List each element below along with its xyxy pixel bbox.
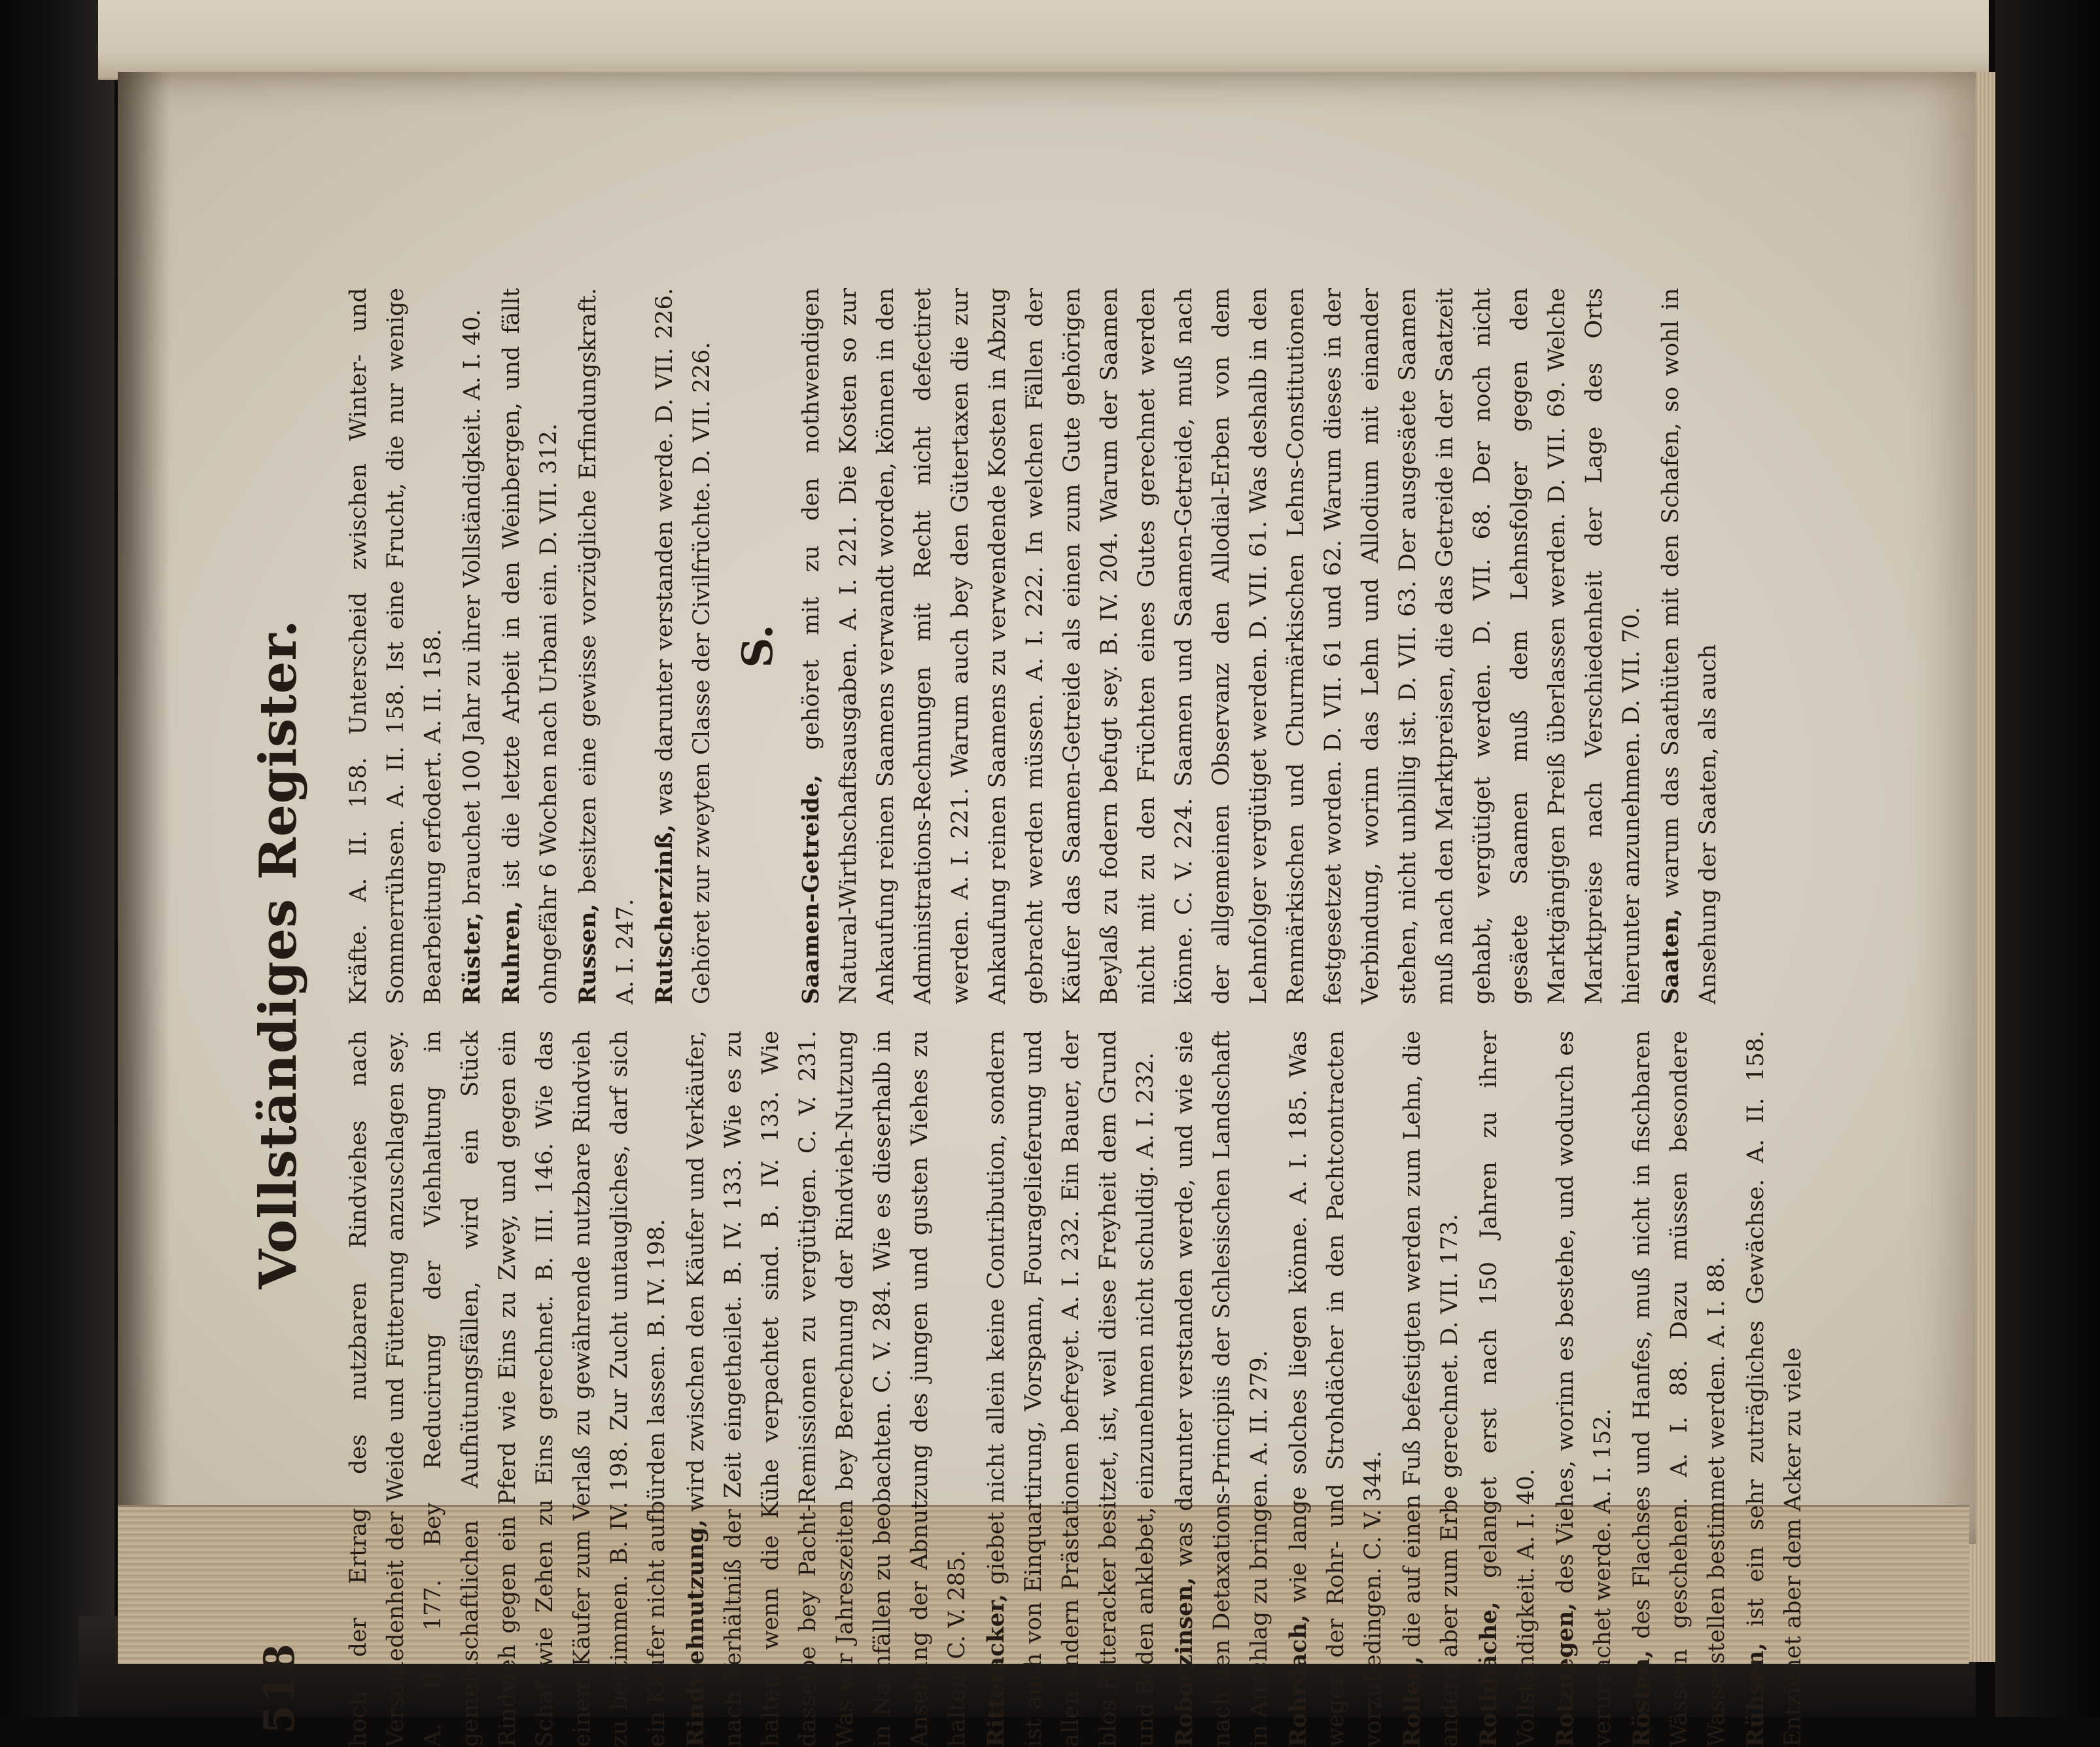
entry-text: was darunter verstanden werde. D. VII. 226. Gehöret zur zweyten Classe der Civilfrüchte. D. VII. 226. [652, 288, 715, 1004]
entry-text: die auf einen Fuß befestigten werden zum Lehn, die andern aber zum Erbe gerechnet. D. VII. 173. [1399, 1031, 1463, 1747]
running-title: Vollständiges Register. [249, 619, 308, 1289]
entry-text: warum das Saathüten mit den Schafen, so wohl in Ansehung der Saaten, als auch [1658, 288, 1721, 1004]
entry-text: was darunter verstanden werde, und wie sie nach den Detaxations-Principiis der Schlesischen Landschaft in Anschlag zu bringen. A. II. 279. [1172, 1031, 1272, 1747]
entry-head: Rösten, [1628, 1650, 1655, 1747]
register-entry [677, 1031, 976, 1747]
register-entry [1166, 1031, 1278, 1747]
entry-head: Ruhren, [498, 900, 525, 1004]
entry-head: Rotznegen, [1552, 1602, 1579, 1747]
register-entry [646, 288, 721, 1004]
entry-text: gelanget erst nach 150 Jahren zu ihrer Vollständigkeit. A. I. 40. [1476, 1031, 1539, 1747]
column-left [340, 1031, 1806, 1747]
register-entry [493, 288, 568, 1004]
entry-text: ist ein sehr zuträgliches Gewächse. A. II. 158. Entziehet aber dem Acker zu viele [1743, 1031, 1806, 1747]
entry-head: Saamen-Getreide, [797, 774, 824, 1004]
entry-head: Ritteracker, [983, 1593, 1009, 1747]
entry-head: Russen, [574, 904, 601, 1004]
register-entry [1623, 1031, 1736, 1747]
book-cover-left [0, 0, 114, 1717]
register-entry [453, 288, 491, 1004]
register-columns [340, 288, 1806, 1747]
entry-text: gehöret mit zu den nothwendigen Natural-Wirthschaftsausgaben. A. I. 221. Die Kosten so zur Ankaufung reinen Saamens verwandt worden, können in den Administrations-Rechnungen mit Recht nicht defectiret werden. A. I. 221. Warum auch bey den Gütertaxen die zur Ankaufung reinen Saamens zu verwendende Kosten in Abzug gebracht werden müssen. A. I. 222. In welchen Fällen der Käufer das Saamen-Getreide als einen zum Gute gehörigen Beylaß zu fodern befugt sey. B. IV. 204. Warum der Saamen nicht mit zu den Früchten eines Gutes gerechnet werden könne. C. V. 224. Saamen und Saamen-Getreide, muß nach der allgemeinen Observanz den Allodial-Erben von dem Lehnfolger vergütiget werden. D. VII. 61. Was deshalb in den Renmärkischen und Churmärkischen Lehns-Constitutionen festgesetzet worden. D. VII. 61 und 62. Warum dieses in der Verbindung, worinn das Lehn und Allodium mit einander stehen, nicht unbillig ist. D. VII. 63. Der ausgesäete Saamen muß nach den Marktpreisen, die das Getreide in der Saatzeit gehabt, vergütiget werden. D. VII. 68. Der noch nicht gesäete Saamen muß dem Lehnsfolger gegen den Marktgängigen Preiß überlassen werden. D. VII. 69. Welche Marktpreise nach Verschiedenheit der Lage des Orts hierunter anzunehmen. D. VII. 70. [798, 288, 1645, 1004]
continuation-text: Kräfte. A. II. 158. Unterscheid zwischen Winter- und Sommerrühsen. A. II. 158. Ist eine Frucht, die nur wenige Bearbeitung erfodert. A. II. 158. [345, 288, 446, 1004]
page-number: 518 [255, 1642, 304, 1734]
register-entry [1393, 1031, 1469, 1747]
page-header [249, 288, 321, 1747]
register-entry [569, 288, 644, 1004]
section-letter: S. [733, 624, 782, 668]
entry-text: wie lange solches liegen könne. A. I. 185. Was wegen der Rohr- und Strohdächer in den Pachtcontracten vorzubedingen. C. V. 344. [1286, 1031, 1386, 1747]
facing-page-edge [98, 0, 1989, 80]
entry-head: Rindviehnutzung, [682, 1519, 709, 1747]
background-right [1995, 0, 2100, 1717]
register-entry [1737, 1031, 1812, 1747]
register-entry [1470, 1031, 1545, 1747]
entry-head: Rohrdach, [1285, 1614, 1312, 1747]
entry-head: Rühsen, [1742, 1642, 1769, 1747]
entry-head: Rothbäche, [1475, 1601, 1502, 1747]
entry-head: Roboczinsen, [1171, 1577, 1198, 1747]
entry-text: besitzen eine gewisse vorzügliche Erfindungskraft. A. I. 247. [575, 288, 639, 1004]
column-right [340, 288, 1721, 1004]
entry-head: Saaten, [1657, 908, 1684, 1004]
entry-text: brauchet 100 Jahr zu ihrer Vollständigkeit. A. I. 40. [459, 309, 485, 906]
register-entry [792, 288, 1651, 1004]
entry-text: des Flachses und Hanfes, muß nicht in fischbaren Wässern geschehen. A. I. 88. Dazu müssen besondere Wasserstellen bestimmet werden. A. I. 88. [1629, 1031, 1730, 1747]
entry-text: giebet nicht allein keine Contribution, sondern ist auch von Einquartirung, Vorspann, Fouragelieferung und allen andern Prästationen befreyet. A. I. 232. Ein Bauer, der blos Ritteracker besitzet, ist, weil diese Freyheit dem Grund und Boden anklebet, einzunehmen nicht schuldig. A. I. 232. [983, 1031, 1159, 1747]
register-entry [977, 1031, 1164, 1747]
rotated-page-content [249, 288, 1806, 1747]
entry-text: wird zwischen den Käufer und Verkäufer, nach Verhältniß der Zeit eingetheilet. B. IV. 133. Wie es zu halten, wenn die Kühe verpachtet sind. B. IV. 133. Wie dasselbe bey Pacht-Remissionen zu vergütigen. C. V. 231. Was vor Jahreszeiten bey Berechnung der Rindvieh-Nutzung in Nachfällen zu beobachten. C. V. 284. Wie es dieserhalb in Ansehung der Abnutzung des jungen und gusten Viehes zu halten. C. V. 285. [683, 1031, 970, 1747]
entry-head: Rollen, [1399, 1656, 1426, 1747]
register-entry [1547, 1031, 1622, 1747]
continuation-text: hoch der Ertrag des nutzbaren Rindviehes nach Verschiedenheit der Weide und Fütterung anzuschlagen sey. A. II. 177. Bey Reducirung der Viehhaltung in gemeinschaftlichen Aufhütungsfällen, wird ein Stück Rindvieh gegen ein Pferd wie Eins zu Zwey, und gegen ein Schaf wie Zehen zu Eins gerechnet. B. III. 146. Wie das einem Käufer zum Verlaß zu gewährende nutzbare Rindvieh zu bestimmen. B. IV. 198. Zur Zucht untaugliches, darf sich ein Käufer nicht aufbürden lassen. B. IV. 198. [345, 1031, 670, 1747]
gutter-shadow [118, 72, 170, 1544]
entry-text: ist die letzte Arbeit in den Weinbergen, und fällt ohngefähr 6 Wochen nach Urbani ein. D. VII. 312. [499, 288, 562, 1004]
entry-head: Rutscherzinß, [651, 824, 678, 1004]
register-entry [1652, 288, 1727, 1004]
entry-text: des Viehes, worinn es bestehe, und wodurch es verursachet werde. A. I. 152. [1552, 1031, 1616, 1747]
register-entry [1280, 1031, 1392, 1747]
entry-head: Rüster, [459, 912, 485, 1004]
